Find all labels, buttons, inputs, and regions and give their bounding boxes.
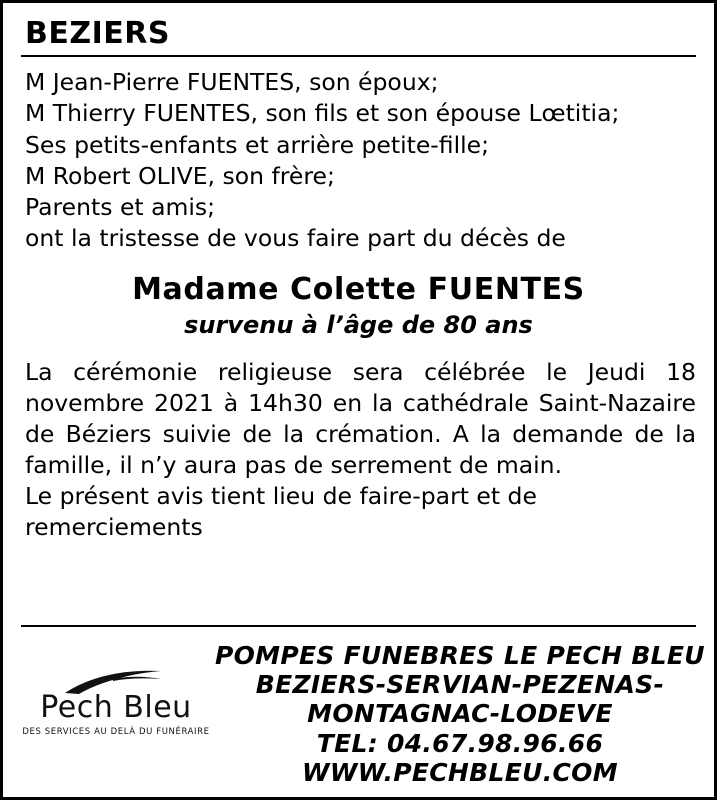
heading-divider <box>21 55 696 57</box>
agency-website: WWW.PECHBLEU.COM <box>302 757 618 787</box>
city-heading: BEZIERS <box>25 16 170 51</box>
family-members-list <box>25 67 696 255</box>
ceremony-paragraph: La cérémonie religieuse sera célébrée le Jeudi 18 novembre 2021 à 14h30 en la cathédrale Saint-Nazaire de Béziers suivie de la crémation. A la demande de la famille, il n’y aura pas de serrement de main. <box>25 358 696 480</box>
family-line: Parents et amis; <box>25 193 216 221</box>
family-line: M Jean-Pierre FUENTES, son époux; <box>25 68 439 96</box>
pech-bleu-logo <box>21 633 211 737</box>
agency-info <box>215 633 705 787</box>
agency-phone: TEL: 04.67.98.96.66 <box>316 728 604 758</box>
ceremony-details <box>25 357 696 543</box>
logo-tagline: DES SERVICES AU DELÀ DU FUNÉRAIRE <box>22 726 210 737</box>
deceased-block <box>21 273 696 340</box>
agency-name: POMPES FUNEBRES LE PECH BLEU <box>215 640 705 670</box>
deceased-name: Madame Colette FUENTES <box>132 271 585 307</box>
closing-paragraph: Le présent avis tient lieu de faire-part et de remerciements <box>25 482 537 542</box>
footer-divider <box>21 625 696 627</box>
footer <box>21 633 705 787</box>
family-line: M Robert OLIVE, son frère; <box>25 161 335 190</box>
agency-locations-2: MONTAGNAC-LODEVE <box>307 699 613 729</box>
agency-locations-1: BEZIERS-SERVIAN-PEZENAS- <box>255 670 665 699</box>
family-line: Ses petits-enfants et arrière petite-fille; <box>25 130 490 159</box>
layout-spacer <box>21 543 696 625</box>
family-line: M Thierry FUENTES, son fils et son épouse Lœtitia; <box>25 99 620 128</box>
announcement-line: ont la tristesse de vous faire part du décès de <box>25 224 566 253</box>
logo-name: Pech Bleu <box>40 689 192 725</box>
deceased-age: survenu à l’âge de 80 ans <box>184 311 533 339</box>
